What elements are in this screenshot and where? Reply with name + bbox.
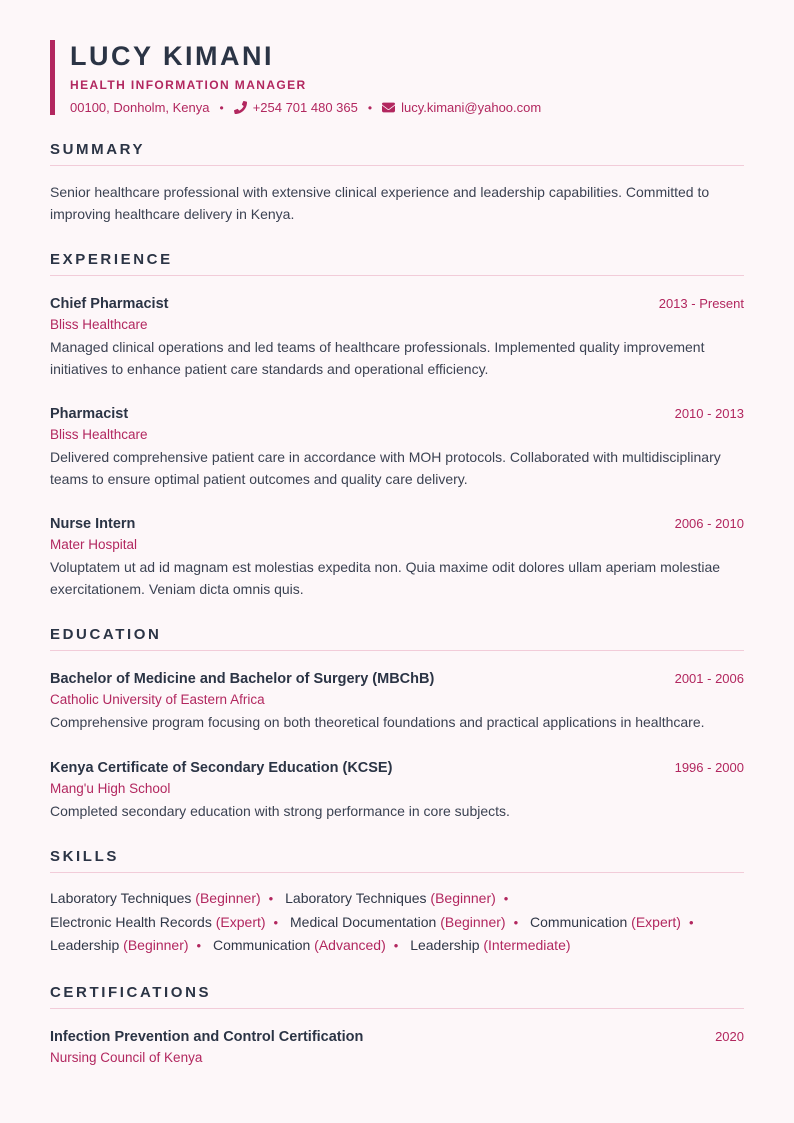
- entry-dates: 2006 - 2010: [674, 516, 744, 531]
- skill-name: Electronic Health Records: [50, 913, 212, 930]
- entry-title: Kenya Certificate of Secondary Education (KCSE): [50, 759, 393, 776]
- skill-separator: •: [688, 914, 694, 930]
- email-icon: [382, 101, 395, 114]
- skill-name: Leadership: [410, 937, 480, 953]
- entry-issuer: Nursing Council of Kenya: [50, 1049, 203, 1065]
- section-certifications: [50, 984, 744, 1065]
- entry-title: Nurse Intern: [50, 516, 136, 532]
- entry-description: Completed secondary education with strong performance in core subjects.: [50, 802, 510, 819]
- entry-dates: 2013 - Present: [658, 296, 744, 311]
- skill-level: (Beginner): [430, 890, 496, 906]
- entry-company: Bliss Healthcare: [50, 427, 148, 442]
- entry-head: [50, 406, 744, 422]
- section-experience: [50, 251, 744, 600]
- summary-heading: SUMMARY: [50, 141, 744, 166]
- entry-school: Mang'u High School: [50, 780, 171, 796]
- contact-row: [70, 100, 541, 115]
- skill-name: Communication: [213, 937, 311, 953]
- person-name: LUCY KIMANI: [70, 41, 275, 71]
- skill-name: Leadership: [50, 937, 120, 953]
- entry-title: Chief Pharmacist: [50, 296, 169, 312]
- education-entries: [50, 671, 744, 822]
- entry-head: [50, 516, 744, 532]
- entry-head: [50, 296, 744, 312]
- entry-title: Bachelor of Medicine and Bachelor of Surgery (MBChB): [50, 671, 435, 687]
- contact-separator: •: [367, 100, 373, 115]
- entry-dates: 2001 - 2006: [674, 671, 744, 686]
- skill-item: [50, 937, 189, 953]
- entry-head: [50, 1029, 744, 1045]
- skill-separator: •: [273, 914, 279, 930]
- skill-item: [290, 914, 506, 930]
- experience-heading: EXPERIENCE: [50, 251, 744, 276]
- entry-title: Pharmacist: [50, 406, 129, 422]
- job-title: HEALTH INFORMATION MANAGER: [70, 78, 307, 92]
- certification-entries: [50, 1029, 744, 1065]
- skill-level: (Beginner): [195, 890, 261, 906]
- experience-entry: [50, 296, 744, 380]
- skill-separator: •: [268, 891, 274, 906]
- contact-location: 00100, Donholm, Kenya: [70, 100, 210, 115]
- skill-separator: •: [196, 938, 202, 953]
- contact-separator: •: [219, 100, 224, 115]
- skill-name: Laboratory Techniques: [285, 890, 427, 906]
- entry-head: [50, 760, 744, 776]
- skill-item: [285, 890, 496, 906]
- experience-entry: [50, 406, 744, 490]
- skill-item: [50, 914, 266, 930]
- skill-item: [530, 914, 681, 930]
- skill-item: [410, 937, 570, 953]
- skill-separator: •: [393, 938, 399, 953]
- entry-title: Infection Prevention and Control Certification: [50, 1028, 364, 1045]
- entry-head: [50, 671, 744, 687]
- skill-name: Communication: [530, 913, 628, 930]
- resume-header: [50, 40, 744, 115]
- skill-separator: •: [503, 891, 509, 906]
- skill-level: (Intermediate): [483, 937, 571, 953]
- skills-heading: SKILLS: [50, 848, 744, 873]
- contact-email[interactable]: lucy.kimani@yahoo.com: [401, 100, 542, 115]
- section-education: [50, 626, 744, 822]
- skill-level: (Expert): [631, 913, 681, 930]
- section-summary: [50, 141, 744, 225]
- certifications-heading: CERTIFICATIONS: [50, 984, 744, 1009]
- entry-dates: 2020: [715, 1028, 744, 1044]
- entry-description: Delivered comprehensive patient care in accordance with MOH protocols. Collaborated with multidisciplinary teams to ensure optimal patient outcomes and quality care delivery.: [50, 449, 721, 487]
- skill-level: (Advanced): [314, 937, 386, 953]
- certification-entry: [50, 1029, 744, 1065]
- skill-item: [213, 937, 386, 953]
- entry-company: Mater Hospital: [50, 537, 138, 552]
- phone-icon: [234, 101, 247, 114]
- entry-dates: 1996 - 2000: [674, 759, 744, 775]
- experience-entry: [50, 516, 744, 600]
- entry-description: Voluptatem ut ad id magnam est molestias expedita non. Quia maxime odit dolores ullam aperiam molestiae exercitationem. Veniam dicta omnis quis.: [50, 559, 721, 597]
- entry-company: Bliss Healthcare: [50, 317, 148, 332]
- skill-item: [50, 890, 261, 906]
- header-content: [70, 40, 541, 115]
- education-entry: [50, 671, 744, 734]
- skills-list: [50, 887, 744, 958]
- experience-entries: [50, 296, 744, 600]
- entry-description: Managed clinical operations and led teams of healthcare professionals. Implemented quality improvement initiatives to enhance patient care standards and operational efficiency.: [50, 339, 705, 377]
- entry-description: Comprehensive program focusing on both theoretical foundations and practical applications in healthcare.: [50, 714, 705, 730]
- contact-phone: +254 701 480 365: [252, 100, 358, 115]
- entry-dates: 2010 - 2013: [674, 406, 744, 421]
- skill-level: (Expert): [215, 913, 266, 930]
- accent-bar: [50, 40, 55, 115]
- skill-name: Laboratory Techniques: [50, 890, 192, 906]
- skill-level: (Beginner): [123, 937, 189, 953]
- education-heading: EDUCATION: [50, 626, 744, 651]
- summary-text: Senior healthcare professional with extensive clinical experience and leadership capabilities. Committed to improving healthcare delivery in Kenya.: [50, 184, 710, 222]
- skill-separator: •: [513, 914, 519, 930]
- skill-level: (Beginner): [440, 913, 506, 930]
- skill-name: Medical Documentation: [290, 913, 437, 930]
- education-entry: [50, 760, 744, 823]
- entry-school: Catholic University of Eastern Africa: [50, 692, 265, 707]
- section-skills: [50, 848, 744, 958]
